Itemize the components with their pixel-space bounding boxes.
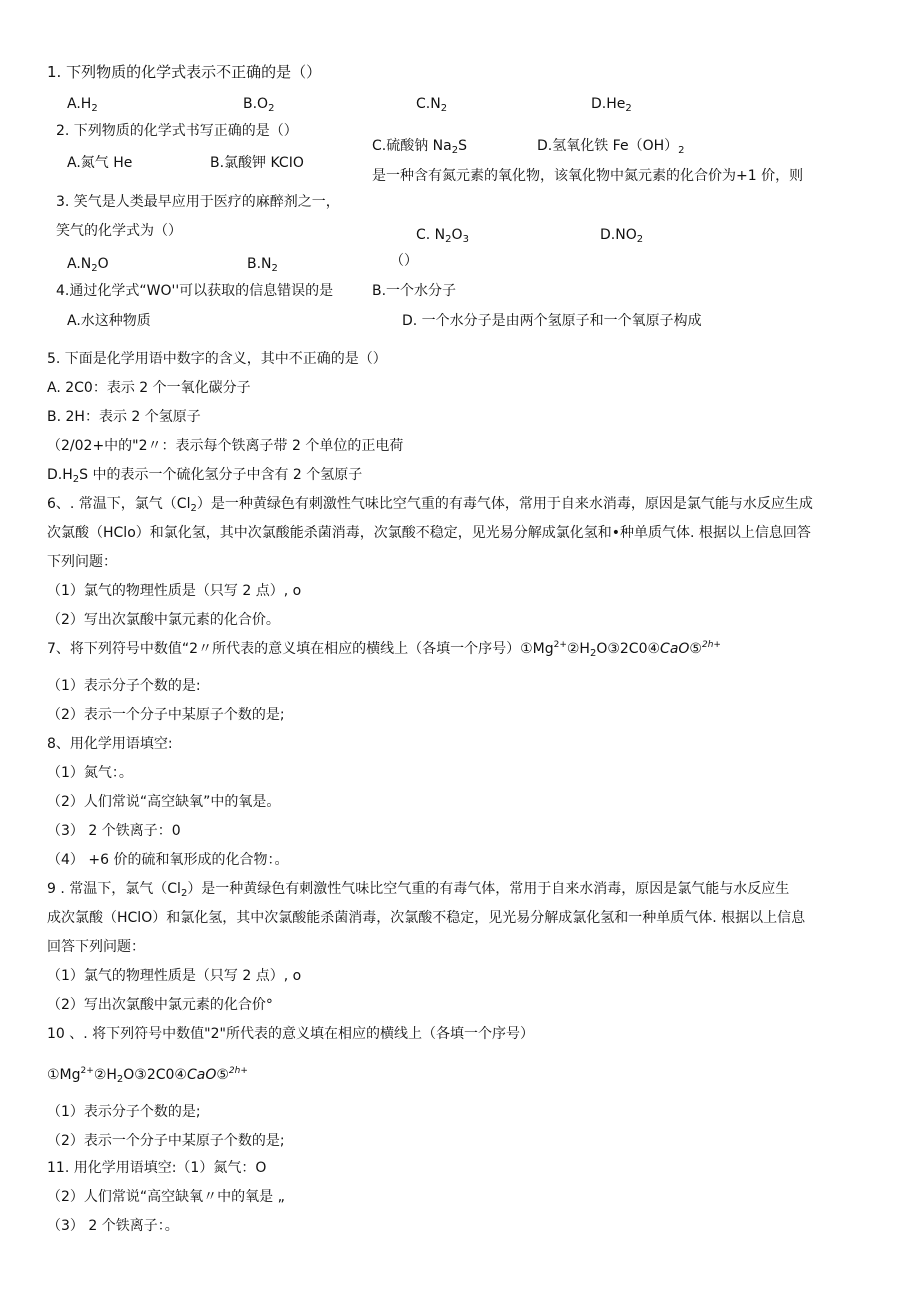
q3-fragment: 是一种含有氮元素的氧化物，该氧化物中氮元素的化合价为+1 价，则 — [372, 168, 804, 184]
q5-option-c: （2/02+中的"2〃：表示每个铁离子带 2 个单位的正电荷 — [47, 438, 404, 454]
q6-line-1: 6、. 常温下，氯气$(Cl_2)$是一种黄绿色有刺激性气味比空气重的有毒气体，常用于自来水消毒，原因是氯气能与水反应生成 — [47, 496, 813, 514]
q9-sub-1: （1）氯气的物理性质是（只写 2 点）, o — [47, 968, 302, 984]
q3-option-a: $A.N_2O$ — [67, 256, 109, 274]
q4-option-d: D. 一个水分子是由两个氢原子和一个氧原子构成 — [402, 313, 702, 329]
q11-stem: 11. 用化学用语填空:（1）氮气：O — [47, 1160, 267, 1176]
q3-stem: 3. 笑气是人类最早应用于医疗的麻醉剂之一， — [56, 194, 340, 210]
q2-option-c: C.硫酸钠 $Na_2S$ — [372, 138, 467, 156]
q5-option-d: $D.H_2S$ 中的表示一个硫化氢分子中含有 2 个氢原子 — [47, 467, 363, 485]
q2-option-b: B.氯酸钾 KCIO — [210, 155, 304, 171]
q9-line-2: 成次氯酸（HClO）和氯化氢，其中次氯酸能杀菌消毒，次氯酸不稳定，见光易分解成氯化氢和一种单质气体. 根据以上信息 — [47, 910, 806, 926]
q7-sub-1: （1）表示分子个数的是: — [47, 678, 201, 694]
q9-sub-2: （2）写出次氯酸中氯元素的化合价° — [47, 997, 273, 1013]
q7-sub-2: （2）表示一个分子中某原子个数的是; — [47, 707, 285, 723]
q3-option-c: C. $N_2O_3$ — [416, 227, 469, 245]
q10-symbols: $①Mg^{2+}②H_2O③2C0④CaO⑤^{2h+}$ — [47, 1066, 248, 1085]
q5-stem: 5. 下面是化学用语中数字的含义，其中不正确的是（） — [47, 351, 387, 367]
q5-option-a: A. 2C0：表示 2 个一氧化碳分子 — [47, 380, 251, 396]
q8-sub-4: （4） +6 价的硫和氧形成的化合物：。 — [47, 852, 289, 868]
q4-stem: 4.通过化学式“WO''可以获取的信息错误的是 — [56, 283, 334, 299]
q8-sub-3: （3） 2 个铁离子：0 — [47, 823, 181, 839]
q9-line-3: 回答下列问题： — [47, 939, 145, 955]
q6-sub-2: （2）写出次氯酸中氯元素的化合价。 — [47, 612, 280, 628]
q1-option-d: $D.He_2$ — [591, 96, 632, 114]
q11-sub-3: （3） 2 个铁离子：。 — [47, 1218, 179, 1234]
q10-sub-2: （2）表示一个分子中某原子个数的是; — [47, 1133, 285, 1149]
q4-option-a: A.水这种物质 — [67, 313, 151, 329]
q2-option-d: D.氢氧化铁 $Fe(OH)_2$ — [537, 138, 685, 156]
q3-option-b: $B.N_2$ — [247, 256, 278, 274]
q6-sub-1: （1）氯气的物理性质是（只写 2 点）, o — [47, 583, 302, 599]
q10-sub-1: （1）表示分子个数的是; — [47, 1104, 201, 1120]
q8-sub-2: （2）人们常说“高空缺氧”中的氧是。 — [47, 794, 281, 810]
q8-sub-1: （1）氮气：。 — [47, 765, 133, 781]
q3-paren: （） — [390, 253, 418, 269]
q9-line-1: 9 . 常温下，氯气$(Cl_2)$是一种黄绿色有刺激性气味比空气重的有毒气体，常用于自来水消毒，原因是氯气能与水反应生 — [47, 881, 790, 899]
q8-stem: 8、用化学用语填空: — [47, 736, 173, 752]
q11-sub-2: （2）人们常说“高空缺氧〃中的氧是 „ — [47, 1189, 285, 1205]
q7-stem: 7、将下列符号中数值“2〃所代表的意义填在相应的横线上（各填一个序号）$①Mg^{2+}②H_2O③2C0④CaO⑤^{2h+}$ — [47, 640, 721, 659]
q3-stem-2: 笑气的化学式为（） — [56, 223, 182, 239]
q4-option-b: B.一个水分子 — [372, 283, 457, 299]
q1-option-b: $B.O_2$ — [243, 96, 275, 114]
q6-line-2: 次氯酸（HClo）和氯化氢，其中次氯酸能杀菌消毒，次氯酸不稳定，见光易分解成氯化氢和•种单质气体. 根据以上信息回答 — [47, 525, 811, 541]
q2-option-a: A.氮气 He — [67, 155, 133, 171]
q3-option-d: $D.NO_2$ — [600, 227, 644, 245]
q5-option-b: B. 2H：表示 2 个氢原子 — [47, 409, 201, 425]
q1-option-c: $C.N_2$ — [416, 96, 448, 114]
q1-stem: 1. 下列物质的化学式表示不正确的是（） — [47, 63, 322, 81]
q10-stem: 10 、. 将下列符号中数值"2"所代表的意义填在相应的横线上（各填一个序号） — [47, 1026, 534, 1042]
q6-line-3: 下列问题： — [47, 554, 117, 570]
q2-stem: 2. 下列物质的化学式书写正确的是（） — [56, 123, 298, 139]
q1-option-a: $A.H_2$ — [67, 96, 98, 114]
